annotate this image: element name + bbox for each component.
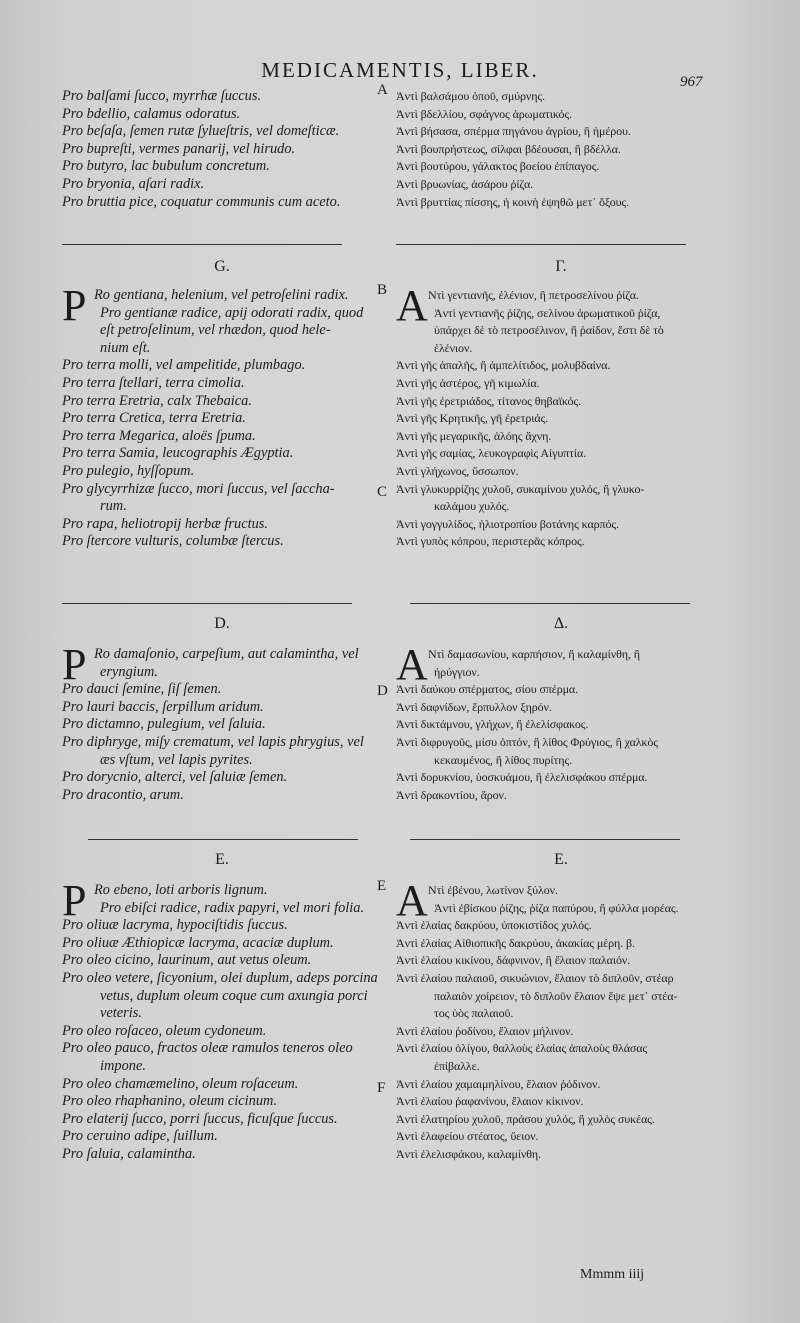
greek-section-delta: [396, 612, 726, 804]
latin-entry: Pro oleo roſaceo, oleum cydoneum.: [62, 1022, 267, 1039]
greek-entry: Ἀντὶ ἐβίσκου ῥίζης, ῥίζα παπύρου, ἢ φύλλα μορέας.: [434, 900, 679, 915]
section-rule: [62, 244, 342, 245]
latin-entry: Pro diphryge, miſy crematum, vel lapis phrygius, vel: [62, 733, 364, 750]
latin-entry: impone.: [100, 1057, 146, 1074]
latin-entry: Pro bupreſti, vermes panarij, vel hirudo.: [62, 140, 296, 157]
greek-entry: Ἀντὶ ἐλατηρίου χυλοῦ, πράσου χυλός, ἢ χυλὸς συκέας.: [396, 1111, 655, 1126]
latin-section-b: [62, 88, 382, 211]
latin-entry: Pro gentianæ radice, apij odorati radix, quod: [100, 304, 364, 321]
latin-entry: Pro dracontio, arum.: [62, 786, 184, 803]
greek-entry: Ἀντὶ ἐλελισφάκου, καλαμίνθη.: [396, 1146, 541, 1161]
margin-letter-c: C: [377, 484, 388, 500]
latin-entry: Pro lauri baccis, ſerpillum aridum.: [62, 698, 264, 715]
latin-entry: Pro terra Megarica, aloës ſpuma.: [62, 427, 256, 444]
latin-entry: Pro terra Cretica, terra Eretria.: [62, 410, 246, 427]
greek-entry: Ἀντὶ βουτύρου, γάλακτος βοείου ἐπίπαγος.: [396, 159, 600, 174]
latin-entry: Pro pulegio, hyſſopum.: [62, 462, 195, 479]
latin-entry: Pro terra ſtellari, terra cimolia.: [62, 374, 245, 391]
latin-entry: æs vſtum, vel lapis pyrites.: [100, 751, 253, 768]
section-heading: Γ.: [555, 258, 567, 275]
section-rule: [410, 603, 690, 604]
margin-letter-e: E: [377, 878, 387, 894]
margin-letter-a: A: [377, 82, 388, 98]
latin-entry: Pro bryonia, aſari radix.: [62, 175, 205, 192]
section-rule: [88, 839, 358, 840]
greek-entry: Ἀντὶ γυπὸς κόπρου, περιστερᾶς κόπρος.: [396, 534, 585, 549]
greek-entry: Ντὶ δαμασωνίου, καρπήσιον, ἢ καλαμίνθη, ἢ: [428, 647, 640, 661]
greek-entry: ὑπάρχει δὲ τὸ πετροσέλινον, ἢ ῥαίδον, ἔστι δὲ τὸ: [434, 323, 664, 338]
latin-entry: eryngium.: [100, 663, 158, 680]
latin-entry: Pro oliuæ Æthiopicæ lacryma, acaciæ duplum.: [62, 934, 334, 951]
greek-section-gamma: [396, 255, 726, 551]
latin-entry: Pro terra molli, vel ampelitide, plumbago.: [62, 357, 306, 374]
drop-cap: A: [396, 876, 428, 925]
greek-entry: Ἀντὶ γογγυλίδος, ἡλιοτροπίου βοτάνης καρπός.: [396, 516, 619, 531]
greek-entry: Ἀντὶ ἐλαίου ῥοδίνου, ἔλαιον μήλινον.: [396, 1023, 574, 1038]
latin-entry: Pro oleo pauco, fractos oleæ ramulos teneros oleo: [62, 1040, 353, 1057]
latin-entry: Pro oleo rhaphanino, oleum cicinum.: [62, 1093, 278, 1110]
drop-cap: A: [396, 640, 428, 689]
greek-entry: Ἀντὶ βρυττίας πίσσης, ἡ κοινὴ ἑψηθῶ μετ᾽ ὄξους.: [396, 194, 629, 209]
latin-entry: Ro damaſonio, carpeſium, aut calamintha, vel: [94, 646, 359, 662]
latin-entry: Ro ebeno, loti arboris lignum.: [94, 882, 268, 898]
greek-entry: Ἀντὶ γῆς Κρητικῆς, γῆ ἐρετριάς.: [396, 411, 549, 426]
greek-entry: Ἀντὶ δικτάμνου, γλήχων, ἢ ἐλελίσφακος.: [396, 717, 589, 732]
greek-section-beta: [396, 88, 726, 211]
latin-entry: Pro ſtercore vulturis, columbæ ſtercus.: [62, 533, 284, 550]
greek-entry: καλάμου χυλός.: [434, 499, 510, 514]
greek-entry: Ἀντὶ γεντιανῆς ῥίζης, σελίνου ἀρωματικοῦ ῥίζα,: [434, 305, 661, 320]
latin-entry: Pro butyro, lac bubulum concretum.: [62, 158, 270, 175]
greek-entry: Ἀντὶ γῆς ἁπαλῆς, ἢ ἀμπελίτιδος, μολυβδαίνα.: [396, 358, 611, 373]
latin-entry: Pro oleo cicino, laurinum, aut vetus oleum.: [62, 952, 312, 969]
running-head: MEDICAMENTIS, LIBER.: [261, 58, 539, 82]
latin-entry: Pro beſaſa, ſemen rutæ ſylueſtris, vel domeſticæ.: [62, 123, 340, 140]
latin-entry: Pro balſami ſucco, myrrhæ ſuccus.: [62, 88, 262, 104]
greek-entry: Ἀντὶ γλυκυρρίζης χυλοῦ, συκαμίνου χυλός, ἢ γλυκο-: [396, 481, 645, 496]
greek-entry: ἐπίβαλλε.: [434, 1058, 480, 1073]
drop-cap: P: [62, 640, 87, 689]
greek-entry: Ἀντὶ δορυκνίου, ὑοσκυάμου, ἢ ἐλελισφάκου σπέρμα.: [396, 770, 648, 785]
latin-section-e: [62, 848, 382, 1164]
latin-entry: eſt petroſelinum, vel rhædon, quod hele-: [100, 322, 331, 339]
greek-entry: Ἀντὶ γῆς ἀστέρος, γῆ κιμωλία.: [396, 375, 540, 390]
greek-entry: Ἀντὶ γῆς μεγαρικῆς, ἀλόης ἄχνη.: [396, 428, 552, 443]
section-rule: [396, 244, 686, 245]
margin-letter-b: B: [377, 282, 388, 298]
greek-entry: Ἀντὶ ἐλαίας δακρύου, ὑποκιστίδος χυλός.: [396, 918, 592, 933]
margin-letter-f: F: [377, 1080, 386, 1096]
greek-entry: κεκαυμένος, ἢ λίθος πυρίτης.: [434, 752, 572, 767]
margin-letter-d: D: [377, 683, 388, 699]
greek-entry: Ἀντὶ δρακοντίου, ἄρον.: [396, 787, 507, 802]
greek-entry: Ἀντὶ δαύκου σπέρματος, σίου σπέρμα.: [396, 682, 579, 697]
greek-section-epsilon: [396, 848, 726, 1164]
latin-entry: Pro glycyrrhizæ ſucco, mori ſuccus, vel ſaccha-: [62, 480, 335, 497]
signature-mark: Mmmm iiij: [580, 1267, 645, 1282]
section-rule: [410, 839, 680, 840]
latin-entry: Pro ceruino adipe, ſuillum.: [62, 1128, 218, 1145]
latin-entry: Pro terra Samia, leucographis Ægyptia.: [62, 445, 294, 462]
greek-entry: Ἀντὶ βαλσάμου ὀποῦ, σμύρνης.: [396, 89, 545, 103]
greek-entry: Ἀντὶ ἐλαίου παλαιοῦ, σικυώνιον, ἔλαιον τὸ διπλοῦν, στέαρ: [396, 970, 674, 985]
greek-entry: Ἀντὶ βδελλίου, σφάγνος ἀρωματικός.: [396, 106, 572, 121]
latin-entry: Pro terra Eretria, calx Thebaica.: [62, 392, 252, 409]
latin-entry: Pro dorycnio, alterci, vel ſaluiæ ſemen.: [62, 769, 288, 786]
greek-entry: ἠρύγγιον.: [434, 664, 480, 679]
greek-entry: Ἀντὶ γῆς ἐρετριάδος, τίτανος θηβαϊκός.: [396, 393, 581, 408]
latin-entry: Pro rapa, heliotropij herbæ fructus.: [62, 515, 269, 532]
drop-cap: P: [62, 876, 87, 925]
latin-entry: Pro ebiſci radice, radix papyri, vel mori folia.: [100, 899, 365, 916]
section-rule: [62, 603, 352, 604]
latin-entry: Pro bruttia pice, coquatur communis cum aceto.: [62, 193, 341, 210]
greek-entry: Ἀντὶ βουπρήστεως, σίλφαι βδέουσαι, ἢ βδέλλα.: [396, 141, 621, 156]
latin-entry: Pro dictamno, pulegium, vel ſaluia.: [62, 716, 266, 733]
latin-section-g: [62, 255, 382, 551]
latin-entry: nium eſt.: [100, 339, 151, 356]
drop-cap: P: [62, 281, 87, 330]
greek-entry: ἑλένιον.: [434, 340, 473, 355]
greek-entry: Ντὶ γεντιανῆς, ἑλένιον, ἢ πετροσελίνου ῥίζα.: [428, 288, 639, 302]
latin-entry: veteris.: [100, 1005, 142, 1022]
latin-entry: Pro oleo vetere, ſicyonium, olei duplum, adeps porcina: [62, 969, 378, 986]
page-number: 967: [680, 74, 703, 90]
greek-entry: Ἀντὶ ἐλαίας Αἰθιοπικῆς δακρύου, ἀκακίας μέρη. β.: [396, 935, 635, 950]
greek-entry: Ἀντὶ ἐλαίου ὀλίγου, θαλλοὺς ἐλαίας ἁπαλοὺς θλάσας: [396, 1041, 648, 1056]
greek-entry: Ἀντὶ διφρυγοῦς, μίσυ ὀπτόν, ἢ λίθος Φρύγιος, ἢ χαλκὸς: [396, 734, 658, 749]
latin-section-d: [62, 612, 382, 804]
greek-entry: παλαιὸν χοίρειον, τὸ διπλοῦν ἔλαιον ἕψε μετ᾽ στέα-: [434, 988, 678, 1003]
latin-entry: Pro oleo chamæmelino, oleum roſaceum.: [62, 1075, 299, 1092]
greek-entry: Ἀντὶ δαφνίδων, ἕρπυλλον ξηρόν.: [396, 699, 552, 714]
latin-entry: Pro elaterij ſucco, porri ſuccus, ficuſque ſuccus.: [62, 1110, 338, 1127]
greek-entry: Ἀντὶ ἐλαφείου στέατος, ὕειον.: [396, 1129, 539, 1144]
latin-entry: Pro ſaluia, calamintha.: [62, 1145, 196, 1162]
greek-entry: Ἀντὶ βήσασα, σπέρμα πηγάνου ἀγρίου, ἢ ἡμέρου.: [396, 124, 631, 139]
section-heading: G.: [214, 258, 230, 275]
section-heading: E.: [215, 851, 229, 868]
drop-cap: A: [396, 281, 428, 330]
greek-entry: Ἀντὶ ἐλαίου χαμαιμηλίνου, ἔλαιον ῥόδινον.: [396, 1076, 601, 1091]
greek-entry: τος ὑὸς παλαιοῦ.: [434, 1006, 514, 1021]
latin-entry: Pro oliuæ lacryma, hypociſtidis ſuccus.: [62, 917, 288, 934]
section-heading: E.: [554, 851, 568, 868]
greek-entry: Ἀντὶ ἐλαίου ῥαφανίνου, ἔλαιον κίκινον.: [396, 1094, 584, 1109]
latin-entry: Ro gentiana, helenium, vel petroſelini radix.: [94, 287, 349, 303]
section-heading: D.: [214, 615, 230, 632]
latin-entry: vetus, duplum oleum coque cum axungia porci: [100, 987, 368, 1004]
greek-entry: Ἀντὶ ἐλαίου κικίνου, δάφνινον, ἢ ἔλαιον παλαιόν.: [396, 953, 631, 968]
greek-entry: Ἀντὶ γῆς σαμίας, λευκογραφὶς Αἰγυπτία.: [396, 446, 587, 461]
greek-entry: Ἀντὶ γλήχωνος, ὕσσωπον.: [396, 463, 519, 478]
latin-entry: Pro bdellio, calamus odoratus.: [62, 105, 241, 122]
section-heading: Δ.: [553, 615, 569, 632]
greek-entry: Ντὶ ἐβένου, λωτίνον ξύλον.: [428, 883, 558, 897]
latin-entry: Pro dauci ſemine, ſiſ ſemen.: [62, 681, 222, 698]
greek-entry: Ἀντὶ βρυωνίας, ἀσάρου ῥίζα.: [396, 176, 534, 191]
latin-entry: rum.: [100, 498, 127, 515]
